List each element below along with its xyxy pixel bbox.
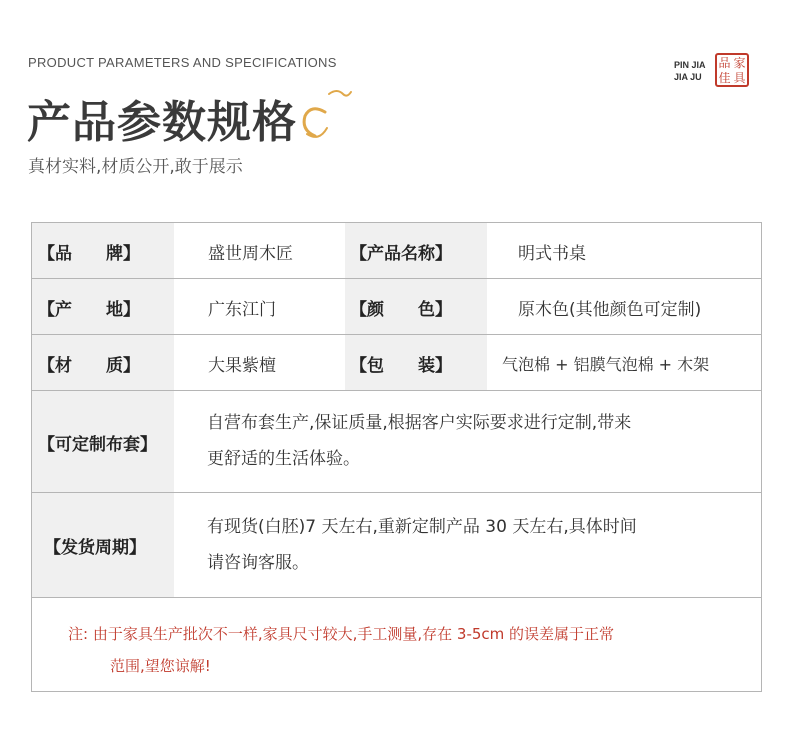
delivery-line-2: 请咨询客服。 [207,553,309,573]
spec-row-delivery [32,493,761,598]
color-value: 原木色(其他颜色可定制) [518,299,702,320]
page-title: 产品参数规格 [27,97,297,148]
subtitle: 真材实料,材质公开,敢于展示 [28,157,243,177]
delivery-line-1: 有现货(白胚)7 天左右,重新定制产品 30 天左右,具体时间 [207,517,637,537]
swirl-ornament-icon [285,84,355,144]
custom-cover-line-1: 自营布套生产,保证质量,根据客户实际要求进行定制,带来 [207,413,632,433]
package-value: 气泡棉 + 铝膜气泡棉 + 木架 [502,354,710,374]
brand-value: 盛世周木匠 [208,243,293,264]
material-value: 大果紫檀 [208,355,276,376]
header-en-title: PRODUCT PARAMETERS AND SPECIFICATIONS [28,55,337,70]
note-line-2: 范围,望您谅解! [110,657,211,675]
seal-stamp-icon [715,53,749,87]
custom-cover-line-2: 更舒适的生活体验。 [207,449,360,469]
material-label: 【材 质】 [38,355,140,376]
custom-cover-text [207,405,727,477]
seal-char-3: 佳 [718,70,731,85]
seal-char-1: 品 [718,55,731,70]
spec-row-material [32,335,761,391]
note-line-1: 注: 由于家具生产批次不一样,家具尺寸较大,手工测量,存在 3-5cm 的误差属于正常 [68,625,615,643]
color-label: 【颜 色】 [350,299,452,320]
seal-char-2: 家 [733,55,746,70]
origin-value: 广东江门 [208,299,276,320]
delivery-label: 【发货周期】 [44,538,146,558]
logo-text [674,59,706,83]
logo-line-2: JIA JU [674,72,702,82]
spec-table [31,222,762,692]
seal-char-4: 具 [733,70,746,85]
product-name-label: 【产品名称】 [350,243,452,264]
delivery-text [207,509,727,581]
logo-line-1: PIN JIA [674,60,706,70]
note-row [32,598,761,691]
spec-row-custom-cover [32,391,761,493]
package-label: 【包 装】 [350,355,452,376]
note-text [68,618,738,682]
custom-cover-label: 【可定制布套】 [38,434,157,455]
brand-label: 【品 牌】 [38,243,140,264]
spec-row-origin [32,279,761,335]
product-name-value: 明式书桌 [518,243,586,264]
origin-label: 【产 地】 [38,299,140,320]
spec-row-brand [32,223,761,279]
